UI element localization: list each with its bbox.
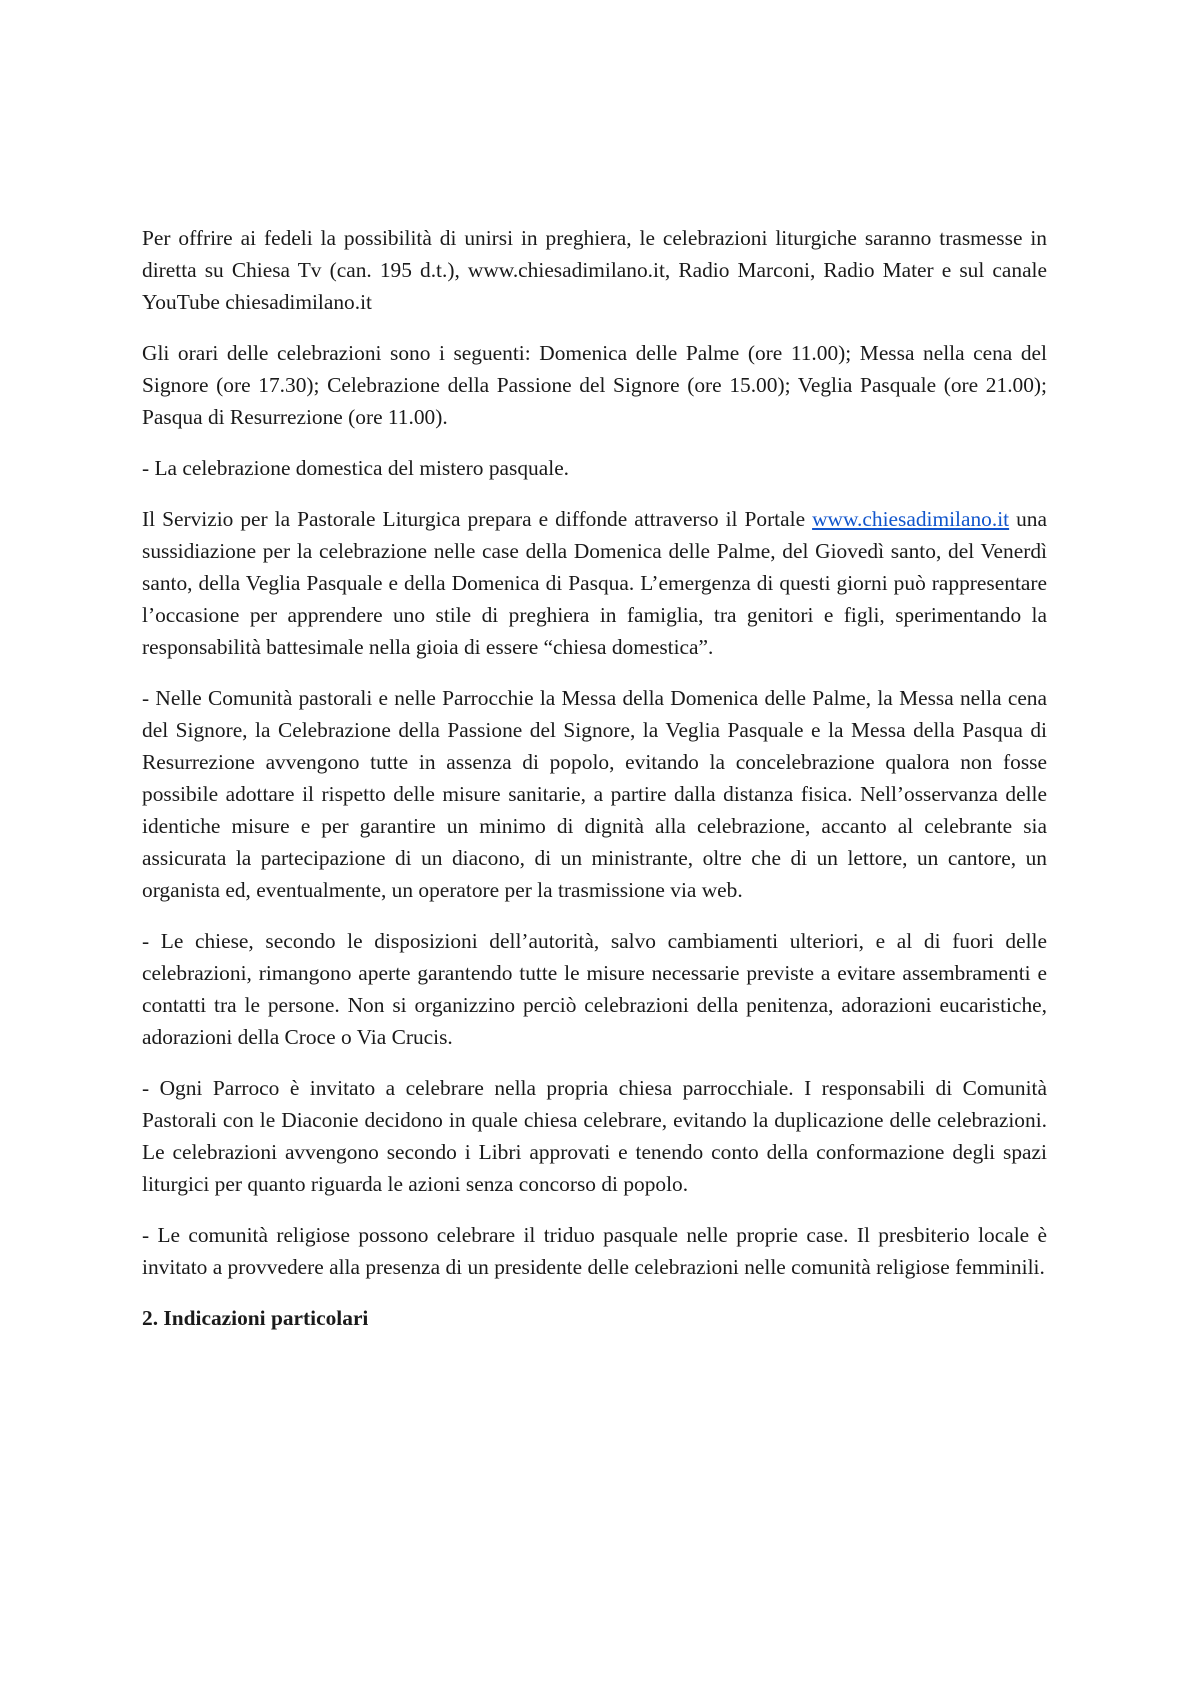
paragraph-text-before-link: Il Servizio per la Pastorale Liturgica prepara e diffonde attraverso il Portale [142, 507, 813, 531]
paragraph-domestic-celebration-title: - La celebrazione domestica del mistero pasquale. [142, 456, 570, 480]
section-heading: 2. Indicazioni particolari [142, 1306, 369, 1330]
paragraph-broadcast: Per offrire ai fedeli la possibilità di unirsi in preghiera, le celebrazioni liturgiche saranno trasmesse in diretta su Chiesa Tv (can. 195 d.t.), www.chiesadimilano.it, Radio Marconi, Radio Mater e sul canale YouTube chiesadimilano.it [142, 226, 1047, 314]
paragraph-schedule: Gli orari delle celebrazioni sono i seguenti: Domenica delle Palme (ore 11.00); Messa nella cena del Signore (ore 17.30); Celebrazione della Passione del Signore (ore 15.00); Veglia Pasquale (ore 21.00); Pasqua di Resurrezione (ore 11.00). [142, 341, 1047, 429]
chiesadimilano-link[interactable]: www.chiesadimilano.it [812, 507, 1010, 531]
paragraph-religious-communities: - Le comunità religiose possono celebrare il triduo pasquale nelle proprie case. Il presbiterio locale è invitato a provvedere alla presenza di un presidente delle celebrazioni nelle comunità religiose femminili. [142, 1223, 1047, 1279]
paragraph-text-after-link: una sussidiazione per la celebrazione nelle case della Domenica delle Palme, del Giovedì santo, del Venerdì santo, della Veglia Pasquale e della Domenica di Pasqua. L’emergenza di questi giorni può rappresentare l’occasione per apprendere uno stile di preghiera in famiglia, tra genitori e figli, sperimentando la responsabilità battesimale nella gioia di essere “chiesa domestica”. [142, 507, 1047, 659]
paragraph-churches-open: - Le chiese, secondo le disposizioni dell’autorità, salvo cambiamenti ulteriori, e al di fuori delle celebrazioni, rimangono aperte garantendo tutte le misure necessarie previste a evitare assembramenti e contatti tra le persone. Non si organizzino perciò celebrazioni della penitenza, adorazioni eucaristiche, adorazioni della Croce o Via Crucis. [142, 929, 1047, 1049]
document-body [142, 222, 1047, 1334]
paragraph-liturgical-service [142, 503, 1047, 663]
paragraph-pastoral-communities: - Nelle Comunità pastorali e nelle Parrocchie la Messa della Domenica delle Palme, la Messa nella cena del Signore, la Celebrazione della Passione del Signore, la Veglia Pasquale e la Messa della Pasqua di Resurrezione avvengono tutte in assenza di popolo, evitando la concelebrazione qualora non fosse possibile adottare il rispetto delle misure sanitarie, a partire dalla distanza fisica. Nell’osservanza delle identiche misure e per garantire un minimo di dignità alla celebrazione, accanto al celebrante sia assicurata la partecipazione di un diacono, di un ministrante, oltre che di un lettore, un cantore, un organista ed, eventualmente, un operatore per la trasmissione via web. [142, 686, 1047, 902]
paragraph-parish-priest: - Ogni Parroco è invitato a celebrare nella propria chiesa parrocchiale. I responsabili di Comunità Pastorali con le Diaconie decidono in quale chiesa celebrare, evitando la duplicazione delle celebrazioni. Le celebrazioni avvengono secondo i Libri approvati e tenendo conto della conformazione degli spazi liturgici per quanto riguarda le azioni senza concorso di popolo. [142, 1076, 1047, 1196]
